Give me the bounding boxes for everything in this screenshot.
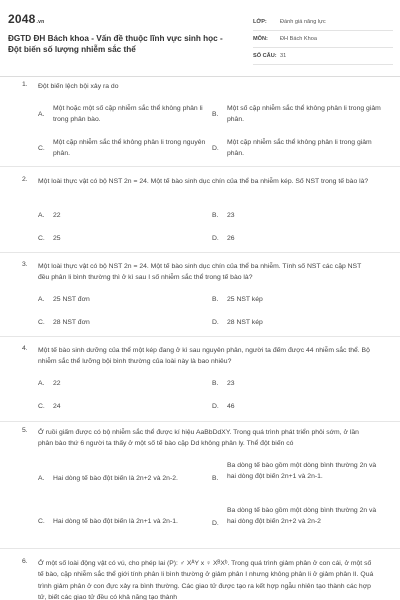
question-text: Ở một số loài động vật có vú, cho phép lai (P): ♂ XᴬY x ♀ XᴮXᵇ. Trong quá trình giảm phân ở con cái, ở một số tế bào, cặp nhiễm sắc thể giới tính phân li bình thường ở giảm phân I nhưng không phân li ở giảm phân II. Quá trình giảm phân ở con đực xảy ra bình thường. Các giao tử được tạo ra kết hợp ngẫu nhiên tạo thành các hợp tử, biết các giao tử đều có khả năng tạo thành (38, 560, 374, 600)
option-c[interactable] (38, 401, 208, 413)
document-title: ĐGTD ĐH Bách khoa - Vấn đề thuộc lĩnh vực sinh học - Đột biến số lượng nhiễm sắc thể (8, 34, 223, 54)
question-5 (0, 427, 400, 545)
question-4 (0, 345, 400, 415)
option-d[interactable] (212, 137, 388, 161)
option-b[interactable] (212, 378, 382, 390)
site-logo[interactable] (8, 12, 44, 26)
option-text: Ba dòng tế bào gồm một dòng bình thường 2n và hai dòng đột biến 2n+2 và 2n-2 (227, 507, 377, 526)
option-c[interactable] (38, 233, 208, 245)
option-a[interactable] (38, 294, 208, 306)
option-text: 22 (53, 380, 61, 387)
logo-main: 2048 (8, 12, 36, 26)
question-number: 6. (22, 558, 28, 565)
option-text: Một cặp nhiễm sắc thể không phân li trong nguyên phân. (53, 139, 206, 158)
option-text: 25 (53, 235, 61, 242)
option-d[interactable] (212, 317, 382, 329)
question-divider (0, 166, 400, 167)
meta-value: Đánh giá năng lực (280, 19, 326, 25)
question-3 (0, 261, 400, 331)
option-a[interactable] (38, 103, 214, 127)
option-text: Hai dòng tế bào đột biến là 2n+1 và 2n-1. (53, 518, 178, 525)
option-text: 23 (227, 380, 235, 387)
option-letter: D. (212, 145, 219, 152)
document-meta (253, 14, 393, 65)
option-letter: B. (212, 475, 219, 482)
option-d[interactable] (212, 233, 382, 245)
question-text: Một tế bào sinh dưỡng của thể một kép đang ở kì sau nguyên phân, người ta đếm được 44 nhiễm sắc thể. Bộ nhiễm sắc thể lưỡng bội bình thường của loài này là bao nhiêu? (38, 347, 370, 366)
meta-key: MÔN: (253, 36, 268, 42)
question-number: 5. (22, 427, 28, 434)
option-b[interactable] (212, 210, 382, 222)
option-d[interactable] (212, 401, 382, 413)
option-letter: C. (38, 518, 45, 525)
question-number: 1. (22, 81, 28, 88)
option-letter: A. (38, 212, 45, 219)
option-letter: B. (212, 111, 219, 118)
meta-row-subject (253, 31, 393, 48)
meta-key: LỚP: (253, 19, 267, 25)
question-number: 4. (22, 345, 28, 352)
option-text: Một số cặp nhiễm sắc thể không phân li trong giảm phân. (227, 105, 381, 124)
meta-row-count (253, 48, 393, 65)
option-a[interactable] (38, 378, 208, 390)
question-6 (0, 558, 400, 600)
option-text: Một cặp nhiễm sắc thể không phân li trong giảm phân. (227, 139, 372, 158)
option-letter: D. (212, 520, 219, 527)
option-text: Hai dòng tế bào đột biến là 2n+2 và 2n-2. (53, 475, 178, 482)
option-letter: A. (38, 475, 45, 482)
question-text: Đột biến lệch bội xảy ra do (38, 83, 119, 90)
meta-key: SỐ CÂU: (253, 53, 277, 59)
question-divider (0, 548, 400, 549)
option-letter: A. (38, 296, 45, 303)
option-text: 26 (227, 235, 235, 242)
option-text: 25 NST kép (227, 296, 263, 303)
question-2 (0, 176, 400, 246)
option-letter: A. (38, 380, 45, 387)
question-divider (0, 336, 400, 337)
option-letter: C. (38, 403, 45, 410)
option-text: 28 NST đơn (53, 319, 90, 326)
option-text: 22 (53, 212, 61, 219)
option-letter: C. (38, 235, 45, 242)
option-text: Ba dòng tế bào gồm một dòng bình thường 2n và hai dòng đột biến 2n+1 và 2n-1. (227, 462, 377, 481)
logo-sub: .vn (36, 19, 45, 25)
option-letter: C. (38, 319, 45, 326)
question-divider (0, 252, 400, 253)
option-c[interactable] (38, 505, 214, 540)
option-text: 23 (227, 212, 235, 219)
option-letter: B. (212, 296, 219, 303)
question-1 (0, 81, 400, 163)
option-letter: B. (212, 380, 219, 387)
option-a[interactable] (38, 462, 214, 497)
option-text: 24 (53, 403, 61, 410)
option-text: Một hoặc một số cặp nhiễm sắc thể không phân li trong phân bào. (53, 105, 203, 124)
option-b[interactable] (212, 460, 388, 497)
option-letter: B. (212, 212, 219, 219)
option-c[interactable] (38, 317, 208, 329)
question-text: Một loài thực vật có bộ NST 2n = 24. Một tế bào sinh dục chín của thể ba nhiễm. Tính số NST các cặp NST đều phân li bình thường thì ở kì sau I số nhiễm sắc thể trong tế bào là? (38, 263, 362, 282)
meta-row-class (253, 14, 393, 31)
option-text: 25 NST đơn (53, 296, 90, 303)
option-c[interactable] (38, 137, 214, 161)
meta-value: ĐH Bách Khoa (280, 36, 318, 42)
meta-value: 31 (280, 53, 287, 59)
option-letter: D. (212, 403, 219, 410)
document-header (0, 0, 400, 70)
question-divider (0, 421, 400, 422)
question-text: Ở ruồi giấm được có bộ nhiễm sắc thể được kí hiệu AaBbDdXY. Trong quá trình phát triển phôi sớm, ở lần phân bào thứ 6 người ta thấy ở một số tế bào cặp Dd không phân ly. Thể đột biến có (38, 429, 359, 448)
question-text: Một loài thực vật có bộ NST 2n = 24. Một tế bào sinh dục chín của thể ba nhiễm kép. Số NST trong tế bào là? (38, 178, 369, 185)
option-b[interactable] (212, 103, 388, 127)
option-b[interactable] (212, 294, 382, 306)
option-letter: C. (38, 145, 45, 152)
option-letter: D. (212, 319, 219, 326)
question-number: 3. (22, 261, 28, 268)
option-letter: D. (212, 235, 219, 242)
header-divider (0, 76, 400, 77)
option-a[interactable] (38, 210, 208, 222)
option-letter: A. (38, 111, 45, 118)
question-number: 2. (22, 176, 28, 183)
option-text: 28 NST kép (227, 319, 263, 326)
option-text: 46 (227, 403, 235, 410)
option-d[interactable] (212, 505, 388, 542)
